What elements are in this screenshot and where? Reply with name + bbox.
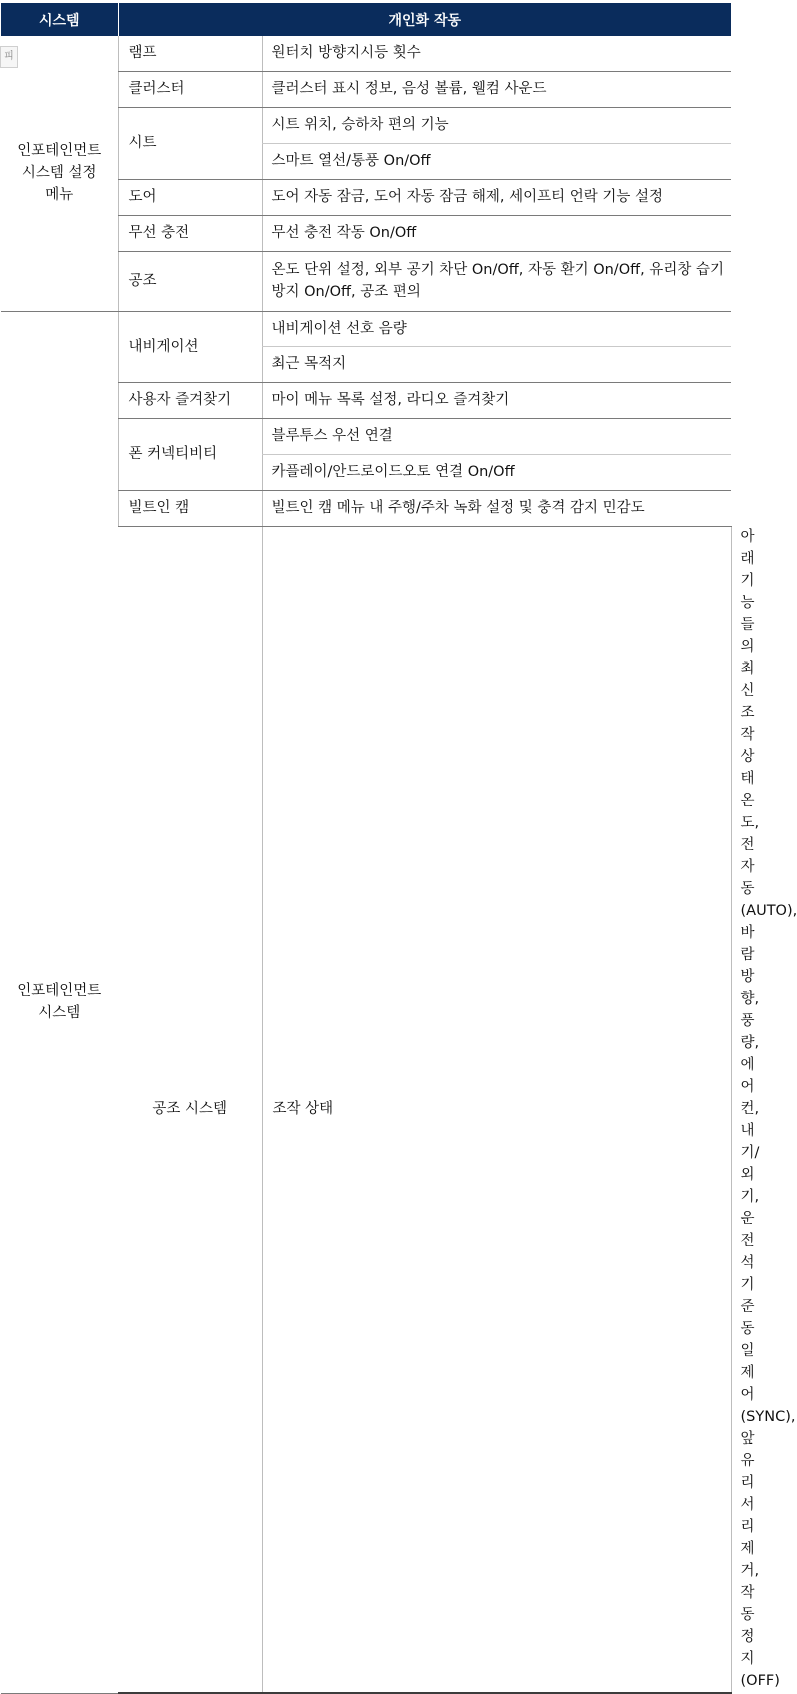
item-detail-door: 도어 자동 잠금, 도어 자동 잠금 해제, 세이프티 언락 기능 설정 bbox=[262, 179, 731, 215]
item-detail-climate: 온도 단위 설정, 외부 공기 차단 On/Off, 자동 환기 On/Off, 유리창 습기 방지 On/Off, 공조 편의 bbox=[262, 251, 731, 311]
item-label-seat: 시트 bbox=[118, 107, 262, 179]
page-edge-tab: 피 bbox=[0, 46, 18, 68]
item-detail-favorites: 마이 메뉴 목록 설정, 라디오 즐겨찾기 bbox=[262, 382, 731, 418]
item-detail-wireless: 무선 충전 작동 On/Off bbox=[262, 215, 731, 251]
table-row: 공조 시스템 조작 상태 아래 기능들의 최신 조작 상태 온도, 전자동(AUTO), 바람 방향, 풍량, 에어컨, 내기/외기, 운전석 기준 동일 제어(SYNC), 앞유리 서리 제거, 작동 정지(OFF) bbox=[1, 526, 731, 1693]
item-label-builtin-cam: 빌트인 캠 bbox=[118, 490, 262, 526]
item-detail-phone-2: 카플레이/안드로이드오토 연결 On/Off bbox=[262, 454, 731, 490]
header-system: 시스템 bbox=[1, 3, 118, 36]
personalization-table bbox=[1, 3, 797, 1694]
table-row bbox=[1, 311, 731, 346]
item-label-wireless: 무선 충전 bbox=[118, 215, 262, 251]
header-personalization: 개인화 작동 bbox=[118, 3, 731, 36]
item-label-favorites: 사용자 즐겨찾기 bbox=[118, 382, 262, 418]
item-label-control-state: 조작 상태 bbox=[262, 526, 731, 1693]
item-label-door: 도어 bbox=[118, 179, 262, 215]
item-detail-seat-2: 스마트 열선/통풍 On/Off bbox=[262, 143, 731, 179]
group-label-infotainment-system: 인포테인먼트 시스템 bbox=[1, 311, 118, 1693]
item-detail-navigation-2: 최근 목적지 bbox=[262, 346, 731, 382]
item-detail-builtin-cam: 빌트인 캠 메뉴 내 주행/주차 녹화 설정 및 충격 감지 민감도 bbox=[262, 490, 731, 526]
table-row bbox=[1, 36, 731, 71]
table-header-row bbox=[1, 3, 731, 36]
group-label-climate-system: 공조 시스템 bbox=[118, 526, 262, 1693]
item-detail-cluster: 클러스터 표시 정보, 음성 볼륨, 웰컴 사운드 bbox=[262, 71, 731, 107]
group-label-infotainment-menu: 인포테인먼트 시스템 설정 메뉴 bbox=[1, 36, 118, 311]
item-label-phone: 폰 커넥티비티 bbox=[118, 418, 262, 490]
item-detail-lamp: 원터치 방향지시등 횟수 bbox=[262, 36, 731, 71]
item-detail-navigation-1: 내비게이션 선호 음량 bbox=[262, 311, 731, 346]
item-label-lamp: 램프 bbox=[118, 36, 262, 71]
item-label-navigation: 내비게이션 bbox=[118, 311, 262, 382]
item-label-cluster: 클러스터 bbox=[118, 71, 262, 107]
item-detail-phone-1: 블루투스 우선 연결 bbox=[262, 418, 731, 454]
item-detail-seat-1: 시트 위치, 승하차 편의 기능 bbox=[262, 107, 731, 143]
item-label-climate: 공조 bbox=[118, 251, 262, 311]
